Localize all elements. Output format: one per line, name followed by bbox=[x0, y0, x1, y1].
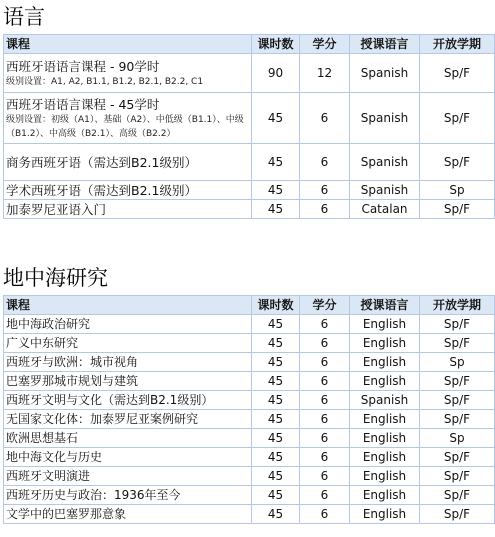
term-cell: Sp/F bbox=[420, 334, 495, 353]
course-cell bbox=[4, 200, 252, 219]
table-header-row bbox=[4, 296, 495, 315]
language-cell: English bbox=[350, 448, 420, 467]
table-row bbox=[4, 467, 495, 486]
course-name: 文学中的巴塞罗那意象 bbox=[4, 505, 252, 524]
hours-cell: 45 bbox=[252, 144, 300, 181]
header-credits: 学分 bbox=[300, 296, 350, 315]
credits-cell: 6 bbox=[300, 448, 350, 467]
course-name: 西班牙文明与文化（需达到B2.1级别） bbox=[4, 391, 252, 410]
mediterranean-course-table bbox=[3, 295, 495, 524]
course-name: 西班牙历史与政治：1936年至今 bbox=[4, 486, 252, 505]
course-name: 西班牙文明演进 bbox=[4, 467, 252, 486]
course-note: 级别设置：初级（A1）、基础（A2）、中低级（B1.1）、中级（B1.2）、中高级（B2.1）、高级（B2.2） bbox=[6, 114, 244, 139]
credits-cell: 6 bbox=[300, 315, 350, 334]
hours-cell: 45 bbox=[252, 315, 300, 334]
language-cell: Spanish bbox=[350, 93, 420, 144]
mediterranean-section-title: 地中海研究 bbox=[3, 266, 108, 290]
hours-cell: 45 bbox=[252, 334, 300, 353]
header-language: 授课语言 bbox=[350, 35, 420, 54]
term-cell: Sp/F bbox=[420, 93, 495, 144]
table-row bbox=[4, 181, 495, 200]
course-name: 巴塞罗那城市规划与建筑 bbox=[4, 372, 252, 391]
header-hours: 课时数 bbox=[252, 296, 300, 315]
credits-cell: 6 bbox=[300, 429, 350, 448]
credits-cell: 6 bbox=[300, 353, 350, 372]
hours-cell: 45 bbox=[252, 93, 300, 144]
mediterranean-section bbox=[0, 261, 495, 524]
header-credits: 学分 bbox=[300, 35, 350, 54]
language-cell: English bbox=[350, 429, 420, 448]
credits-cell: 6 bbox=[300, 372, 350, 391]
table-row bbox=[4, 486, 495, 505]
language-cell: English bbox=[350, 410, 420, 429]
language-cell: Spanish bbox=[350, 181, 420, 200]
course-name: 西班牙语语言课程 - 90学时 bbox=[6, 58, 160, 74]
hours-cell: 45 bbox=[252, 448, 300, 467]
credits-cell: 12 bbox=[300, 54, 350, 93]
table-row bbox=[4, 54, 495, 93]
hours-cell: 45 bbox=[252, 181, 300, 200]
hours-cell: 45 bbox=[252, 353, 300, 372]
course-name: 地中海文化与历史 bbox=[4, 448, 252, 467]
credits-cell: 6 bbox=[300, 334, 350, 353]
term-cell: Sp/F bbox=[420, 448, 495, 467]
term-cell: Sp/F bbox=[420, 410, 495, 429]
credits-cell: 6 bbox=[300, 144, 350, 181]
credits-cell: 6 bbox=[300, 181, 350, 200]
term-cell: Sp bbox=[420, 429, 495, 448]
language-cell: English bbox=[350, 372, 420, 391]
term-cell: Sp/F bbox=[420, 391, 495, 410]
table-row bbox=[4, 200, 495, 219]
term-cell: Sp/F bbox=[420, 200, 495, 219]
course-name: 广义中东研究 bbox=[4, 334, 252, 353]
header-course: 课程 bbox=[4, 296, 252, 315]
table-row bbox=[4, 505, 495, 524]
term-cell: Sp/F bbox=[420, 315, 495, 334]
header-term: 开放学期 bbox=[420, 35, 495, 54]
term-cell: Sp/F bbox=[420, 372, 495, 391]
course-name: 无国家文化体：加泰罗尼亚案例研究 bbox=[4, 410, 252, 429]
header-course: 课程 bbox=[4, 35, 252, 54]
hours-cell: 45 bbox=[252, 200, 300, 219]
language-cell: English bbox=[350, 505, 420, 524]
hours-cell: 45 bbox=[252, 429, 300, 448]
course-cell bbox=[4, 181, 252, 200]
course-name: 商务西班牙语（需达到B2.1级别） bbox=[6, 154, 197, 170]
credits-cell: 6 bbox=[300, 200, 350, 219]
hours-cell: 45 bbox=[252, 372, 300, 391]
course-name: 加泰罗尼亚语入门 bbox=[6, 201, 107, 217]
language-cell: Catalan bbox=[350, 200, 420, 219]
header-hours: 课时数 bbox=[252, 35, 300, 54]
hours-cell: 45 bbox=[252, 486, 300, 505]
course-cell bbox=[4, 93, 252, 144]
hours-cell: 90 bbox=[252, 54, 300, 93]
table-row bbox=[4, 334, 495, 353]
term-cell: Sp bbox=[420, 181, 495, 200]
course-name: 学术西班牙语（需达到B2.1级别） bbox=[6, 182, 197, 198]
language-cell: English bbox=[350, 334, 420, 353]
term-cell: Sp/F bbox=[420, 486, 495, 505]
language-course-table bbox=[3, 34, 495, 219]
course-cell bbox=[4, 144, 252, 181]
table-row bbox=[4, 448, 495, 467]
term-cell: Sp/F bbox=[420, 144, 495, 181]
language-cell: English bbox=[350, 486, 420, 505]
language-cell: English bbox=[350, 315, 420, 334]
language-cell: English bbox=[350, 467, 420, 486]
hours-cell: 45 bbox=[252, 391, 300, 410]
table-header-row bbox=[4, 35, 495, 54]
credits-cell: 6 bbox=[300, 486, 350, 505]
term-cell: Sp/F bbox=[420, 467, 495, 486]
table-row bbox=[4, 410, 495, 429]
course-name: 西班牙与欧洲：城市视角 bbox=[4, 353, 252, 372]
hours-cell: 45 bbox=[252, 410, 300, 429]
course-cell bbox=[4, 54, 252, 93]
course-name: 地中海政治研究 bbox=[4, 315, 252, 334]
table-row bbox=[4, 429, 495, 448]
hours-cell: 45 bbox=[252, 467, 300, 486]
header-language: 授课语言 bbox=[350, 296, 420, 315]
table-row bbox=[4, 353, 495, 372]
table-row bbox=[4, 315, 495, 334]
language-section bbox=[0, 0, 495, 219]
term-cell: Sp/F bbox=[420, 505, 495, 524]
table-row bbox=[4, 391, 495, 410]
term-cell: Sp bbox=[420, 353, 495, 372]
language-cell: Spanish bbox=[350, 54, 420, 93]
term-cell: Sp/F bbox=[420, 54, 495, 93]
credits-cell: 6 bbox=[300, 410, 350, 429]
credits-cell: 6 bbox=[300, 467, 350, 486]
table-row bbox=[4, 372, 495, 391]
language-cell: Spanish bbox=[350, 391, 420, 410]
credits-cell: 6 bbox=[300, 93, 350, 144]
hours-cell: 45 bbox=[252, 505, 300, 524]
table-row bbox=[4, 93, 495, 144]
credits-cell: 6 bbox=[300, 505, 350, 524]
language-cell: Spanish bbox=[350, 144, 420, 181]
credits-cell: 6 bbox=[300, 391, 350, 410]
language-section-title: 语言 bbox=[3, 5, 45, 29]
course-name: 西班牙语语言课程 - 45学时 bbox=[6, 96, 160, 112]
header-term: 开放学期 bbox=[420, 296, 495, 315]
language-cell: English bbox=[350, 353, 420, 372]
table-row bbox=[4, 144, 495, 181]
course-note: 级别设置：A1, A2, B1.1, B1.2, B2.1, B2.2, C1 bbox=[6, 76, 204, 87]
course-name: 欧洲思想基石 bbox=[4, 429, 252, 448]
